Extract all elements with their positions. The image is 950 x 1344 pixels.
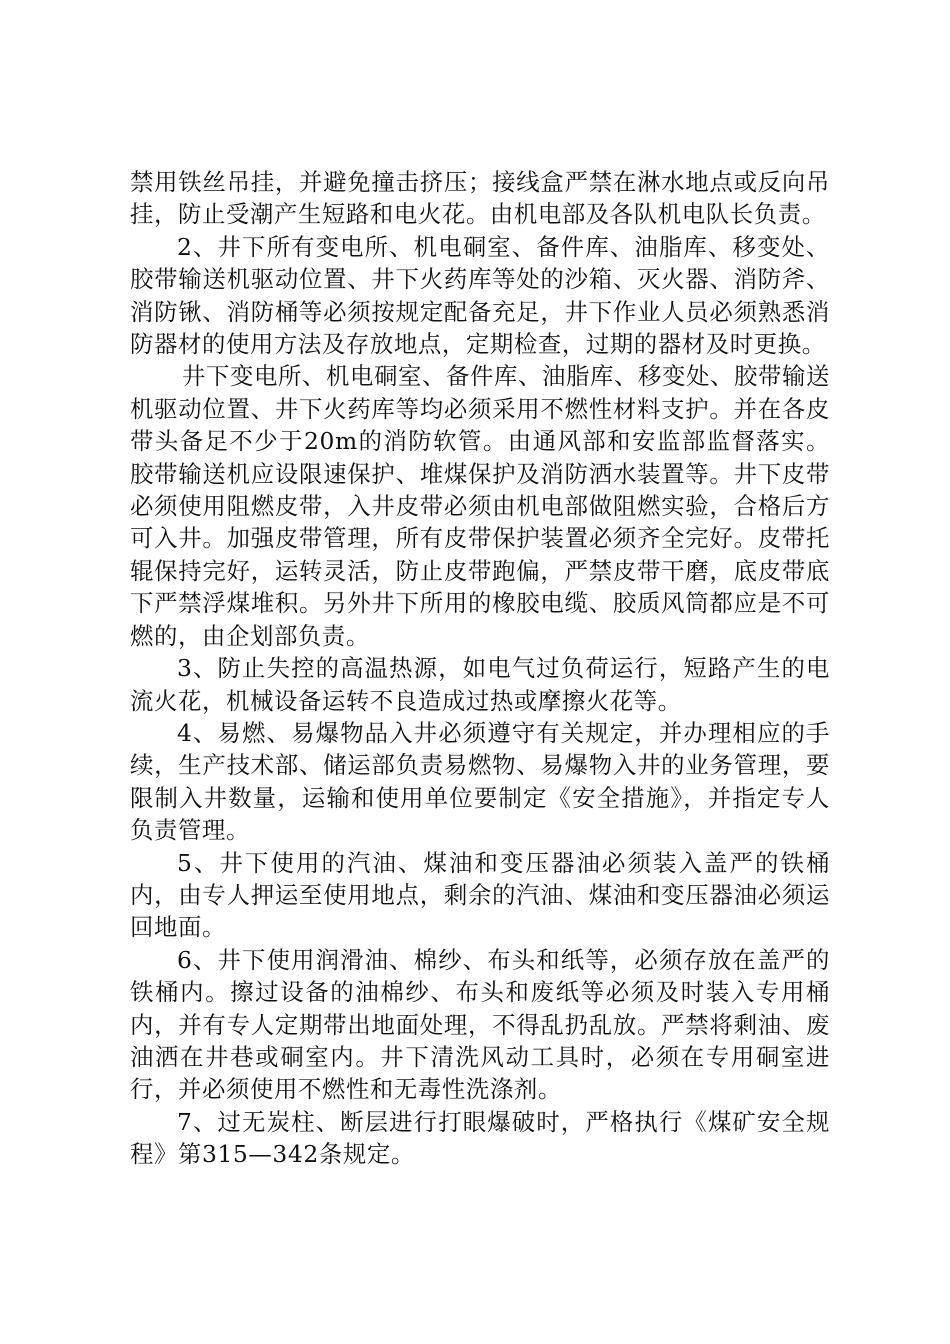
paragraph-support-requirements: 井下变电所、机电硐室、备件库、油脂库、移变处、胶带输送机驱动位置、井下火药库等均必须采用不燃性材料支护。并在各皮带头备足不少于20m的消防软管。由通风部和安监部监督落实。胶带输送机应设限速保护、堆煤保护及消防洒水装置等。井下皮带必须使用阻燃皮带，入井皮带必须由机电部做阻燃实验，合格后方可入井。加强皮带管理，所有皮带保护装置必须齐全完好。皮带托辊保持完好，运转灵活，防止皮带跑偏，严禁皮带干磨，底皮带底下严禁浮煤堆积。另外井下所用的橡胶电缆、胶质风筒都应是不可燃的，由企划部负责。 (130, 362, 830, 650)
paragraph-item-6: 6、井下使用润滑油、棉纱、布头和纸等，必须存放在盖严的铁桶内。擦过设备的油棉纱、布头和废纸等必须及时装入专用桶内，并有专人定期带出地面处理，不得乱扔乱放。严禁将剩油、废油洒在井巷或硐室内。井下清洗风动工具时，必须在专用硐室进行，并必须使用不燃性和无毒性洗涤剂。 (130, 945, 830, 1104)
paragraph-continuation: 禁用铁丝吊挂，并避免撞击挤压；接线盒严禁在淋水地点或反向吊挂，防止受潮产生短路和电火花。由机电部及各队机电队长负责。 (130, 168, 830, 229)
paragraph-item-4: 4、易燃、易爆物品入井必须遵守有关规定，并办理相应的手续，生产技术部、储运部负责易燃物、易爆物入井的业务管理，要限制入井数量，运输和使用单位要制定《安全措施》，并指定专人负责管理。 (130, 718, 830, 845)
paragraph-item-7: 7、过无炭柱、断层进行打眼爆破时，严格执行《煤矿安全规程》第315—342条规定。 (130, 1107, 830, 1169)
paragraph-item-3: 3、防止失控的高温热源，如电气过负荷运行，短路产生的电流火花，机械设备运转不良造成过热或摩擦火花等。 (130, 654, 830, 715)
paragraph-item-5: 5、井下使用的汽油、煤油和变压器油必须装入盖严的铁桶内，由专人押运至使用地点，剩余的汽油、煤油和变压器油必须运回地面。 (130, 848, 830, 942)
paragraph-item-2: 2、井下所有变电所、机电硐室、备件库、油脂库、移变处、胶带输送机驱动位置、井下火药库等处的沙箱、灭火器、消防斧、消防锹、消防桶等必须按规定配备充足，井下作业人员必须熟悉消防器材的使用方法及存放地点，定期检查，过期的器材及时更换。 (130, 232, 830, 359)
document-body (130, 166, 830, 1171)
